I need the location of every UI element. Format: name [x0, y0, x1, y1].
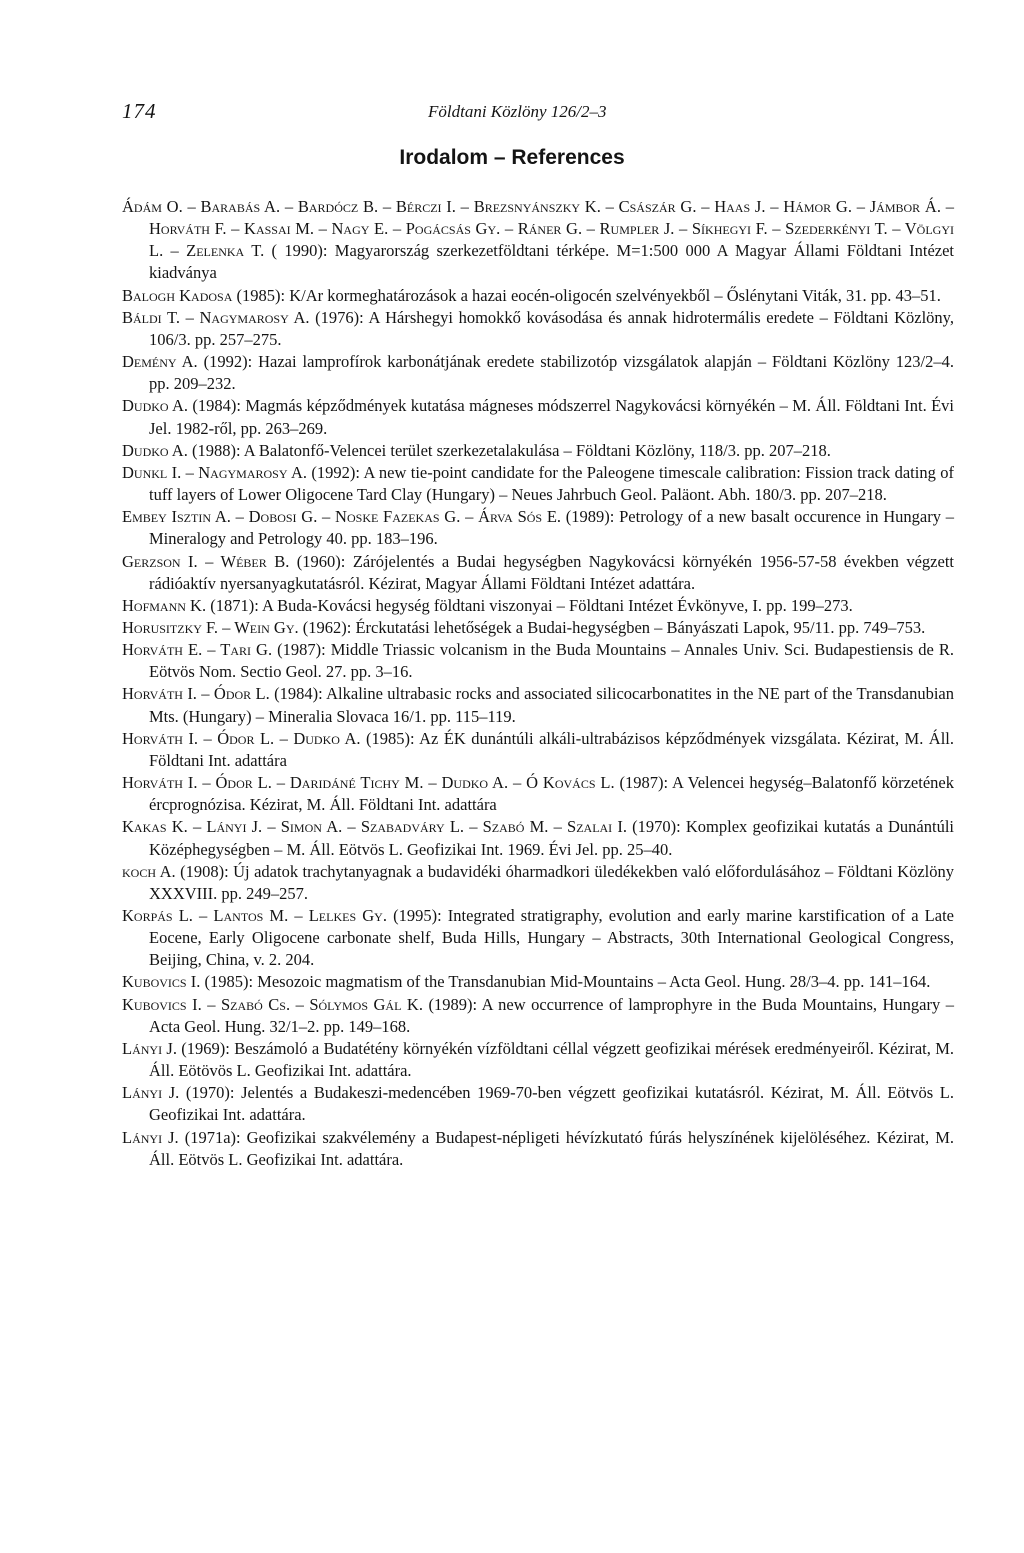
reference-text: (1985): Mesozoic magmatism of the Transdanubian Mid-Mountains – Acta Geol. Hung. 28/3–4. pp. 141–164. [200, 972, 931, 992]
reference-text: (1992): A new tie-point candidate for the Paleogene timescale calibration: Fission track dating of tuff layers of Lower Oligocene Tard Clay (Hungary) – Neues Jahrbuch Geol. Paläont. Abh. 180/3. pp. 207–218. [149, 462, 954, 505]
reference-text: (1908): Új adatok trachytanyagnak a budavidéki óharmadkori üledékekben való előfordulásához – Földtani Közlöny XXXVIII. pp. 249–257. [149, 861, 954, 903]
reference-authors: Dudko A. [122, 440, 188, 460]
reference-authors: Dunkl I. – Nagymarosy A. [122, 462, 308, 482]
section-title: Irodalom – References [399, 146, 625, 169]
reference-authors: Balogh Kadosa [122, 285, 233, 305]
reference-entry [122, 772, 954, 816]
reference-text: ( 1990): Magyarország szerkezetföldtani térképe. M=1:500 000 A Magyar Állami Földtani Intézet kiadványa [149, 241, 954, 283]
reference-text: (1988): A Balatonfő-Velencei terület szerkezetalakulása – Földtani Közlöny, 118/3. pp. 207–218. [187, 440, 831, 460]
reference-entry [122, 994, 954, 1038]
reference-authors: Kubovics I. – Szabó Cs. – Sólymos Gál K. [122, 994, 423, 1014]
reference-authors: Dudko A. [122, 396, 189, 416]
reference-authors: Horusitzky F. – Wein Gy. [122, 617, 299, 637]
reference-entry [122, 1082, 954, 1126]
reference-text: (1970): Jelentés a Budakeszi-medencében 1969-70-ben végzett geofizikai kutatásról. Kézirat, M. Áll. Eötvös L. Geofizikai Int. adattára. [149, 1083, 954, 1125]
reference-authors: Báldi T. – Nagymarosy A. [122, 307, 310, 327]
reference-entry [122, 440, 954, 462]
reference-entry [122, 285, 954, 307]
reference-text: (1985): Az ÉK dunántúli alkáli-ultrabázisos képződmények vizsgálata. Kézirat, M. Áll. Földtani Int. adattára [149, 728, 955, 770]
reference-entry [122, 617, 954, 639]
reference-text: (1987): Middle Triassic volcanism in the Buda Mountains – Annales Univ. Sci. Budapestiensis de R. Eötvös Nom. Sectio Geol. 27. pp. 3–16. [149, 640, 954, 682]
reference-authors: Hofmann K. [122, 595, 207, 615]
reference-text: (1960): Zárójelentés a Budai hegységben Nagykovácsi környékén 1956-57-58 években végzett rádióaktív nyersanyagkutatásról. Kézirat, Magyar Állami Földtani Intézet adattára. [149, 551, 954, 593]
reference-authors: Horváth I. – Ódor L. [122, 684, 270, 704]
reference-authors: Korpás L. – Lantos M. – Lelkes Gy. [122, 906, 387, 925]
reference-authors: Lányi J. [122, 1127, 179, 1147]
reference-entry [122, 728, 954, 772]
reference-entry [122, 462, 954, 506]
reference-authors: Kubovics I. [122, 972, 201, 992]
reference-text: (1984): Alkaline ultrabasic rocks and associated silicocarbonatites in the NE part of the Transdanubian Mts. (Hungary) – Mineralia Slovaca 16/1. pp. 115–119. [149, 684, 954, 726]
reference-authors: Lányi J. [122, 1083, 180, 1103]
reference-authors: koch A. [122, 861, 176, 881]
reference-entry [122, 351, 954, 395]
reference-entry [122, 683, 954, 727]
reference-entry [122, 639, 954, 683]
reference-authors: Lányi J. [122, 1038, 177, 1058]
reference-text: (1969): Beszámoló a Budatétény környékén vízföldtani céllal végzett geofizikai mérések eredményeiről. Kézirat, M. Áll. Eötövös L. Geofizikai Int. adattára. [149, 1038, 954, 1081]
reference-entry [122, 1127, 954, 1171]
reference-authors: Demény A. [122, 352, 198, 372]
reference-authors: Horváth E. – Tari G. [122, 640, 273, 660]
reference-entry [122, 506, 954, 550]
reference-text: (1984): Magmás képződmények kutatása mágneses módszerrel Nagykovácsi környékén – M. Áll. Földtani Int. Évi Jel. 1982-ről, pp. 263–269. [149, 396, 954, 438]
reference-authors: Ádám O. – Barabás A. – Bardócz B. – Bérczi I. – Brezsnyánszky K. – Császár G. – Haas J. – Hámor G. – Jámbor Á. – Horváth F. – Kassai M. – Nagy E. – Pogácsás Gy. – Ráner G. – Rumpler J. – Síkhegyi F. – Szederkényi T. – Völgyi L. – Zelenka T. [122, 197, 954, 261]
reference-authors: Horváth I. – Ódor L. – Daridáné Tichy M. – Dudko A. – Ó Kovács L. [122, 773, 615, 793]
reference-entry [122, 1038, 954, 1082]
reference-authors: Gerzson I. – Wéber B. [122, 551, 290, 571]
reference-authors: Embey Isztin A. – Dobosi G. – Noske Fazekas G. – Árva Sós E. [122, 507, 562, 527]
reference-text: (1987): A Velencei hegység–Balatonfő körzetének ércprognózisa. Kézirat, M. Áll. Földtani Int. adattára [149, 773, 954, 815]
reference-entry [122, 595, 954, 617]
reference-authors: Kakas K. – Lányi J. – Simon A. – Szabadváry L. – Szabó M. – Szalai I. [122, 817, 627, 837]
reference-text: (1989): Petrology of a new basalt occurence in Hungary – Mineralogy and Petrology 40. pp. 183–196. [149, 507, 954, 549]
reference-text: (1995): Integrated stratigraphy, evolution and early marine karstification of a Late Eocene, Early Oligocene carbonate shelf, Buda Hills, Hungary – Abstracts, 30th International Geological Congress, Beijing, China, v. 2. 204. [149, 906, 954, 970]
reference-text: (1871): A Buda-Kovácsi hegység földtani viszonyai – Földtani Intézet Évkönyve, I. pp. 199–273. [206, 595, 853, 615]
reference-entry [122, 307, 954, 351]
reference-text: (1976): A Hárshegyi homokkő kovásodása és annak hidrotermális eredete – Földtani Közlöny, 106/3. pp. 257–275. [149, 307, 954, 349]
reference-text: (1989): A new occurrence of lamprophyre in the Buda Mountains, Hungary – Acta Geol. Hung. 32/1–2. pp. 149–168. [149, 994, 955, 1036]
reference-entry [122, 905, 954, 971]
reference-entry [122, 861, 954, 905]
reference-entry [122, 816, 954, 860]
reference-entry [122, 395, 954, 439]
reference-authors: Horváth I. – Ódor L. – Dudko A. [122, 728, 361, 748]
running-header [122, 99, 952, 123]
reference-entry [122, 551, 954, 595]
reference-text: (1971a): Geofizikai szakvélemény a Budapest-népligeti hévízkutató fúrás helyszínének kijelöléséhez. Kézirat, M. Áll. Eötvös L. Geofizikai Int. adattára. [149, 1127, 954, 1169]
reference-text: (1970): Komplex geofizikai kutatás a Dunántúli Középhegységben – M. Áll. Eötvös L. Geofizikai Int. 1969. Évi Jel. pp. 25–40. [149, 817, 954, 859]
reference-text: (1985): K/Ar kormeghatározások a hazai eocén-oligocén szelvényekből – Őslénytani Viták, 31. pp. 43–51. [232, 285, 941, 305]
reference-text: (1992): Hazai lamprofírok karbonátjának eredete stabilizotóp vizsgálatok alapján – Földtani Közlöny 123/2–4. pp. 209–232. [149, 352, 954, 394]
reference-text: (1962): Érckutatási lehetőségek a Budai-hegységben – Bányászati Lapok, 95/11. pp. 749–753. [298, 617, 926, 637]
reference-list [122, 196, 954, 1171]
page-number: 174 [122, 99, 157, 123]
journal-title: Földtani Közlöny 126/2–3 [428, 102, 607, 121]
reference-entry [122, 196, 954, 285]
reference-entry [122, 971, 954, 993]
